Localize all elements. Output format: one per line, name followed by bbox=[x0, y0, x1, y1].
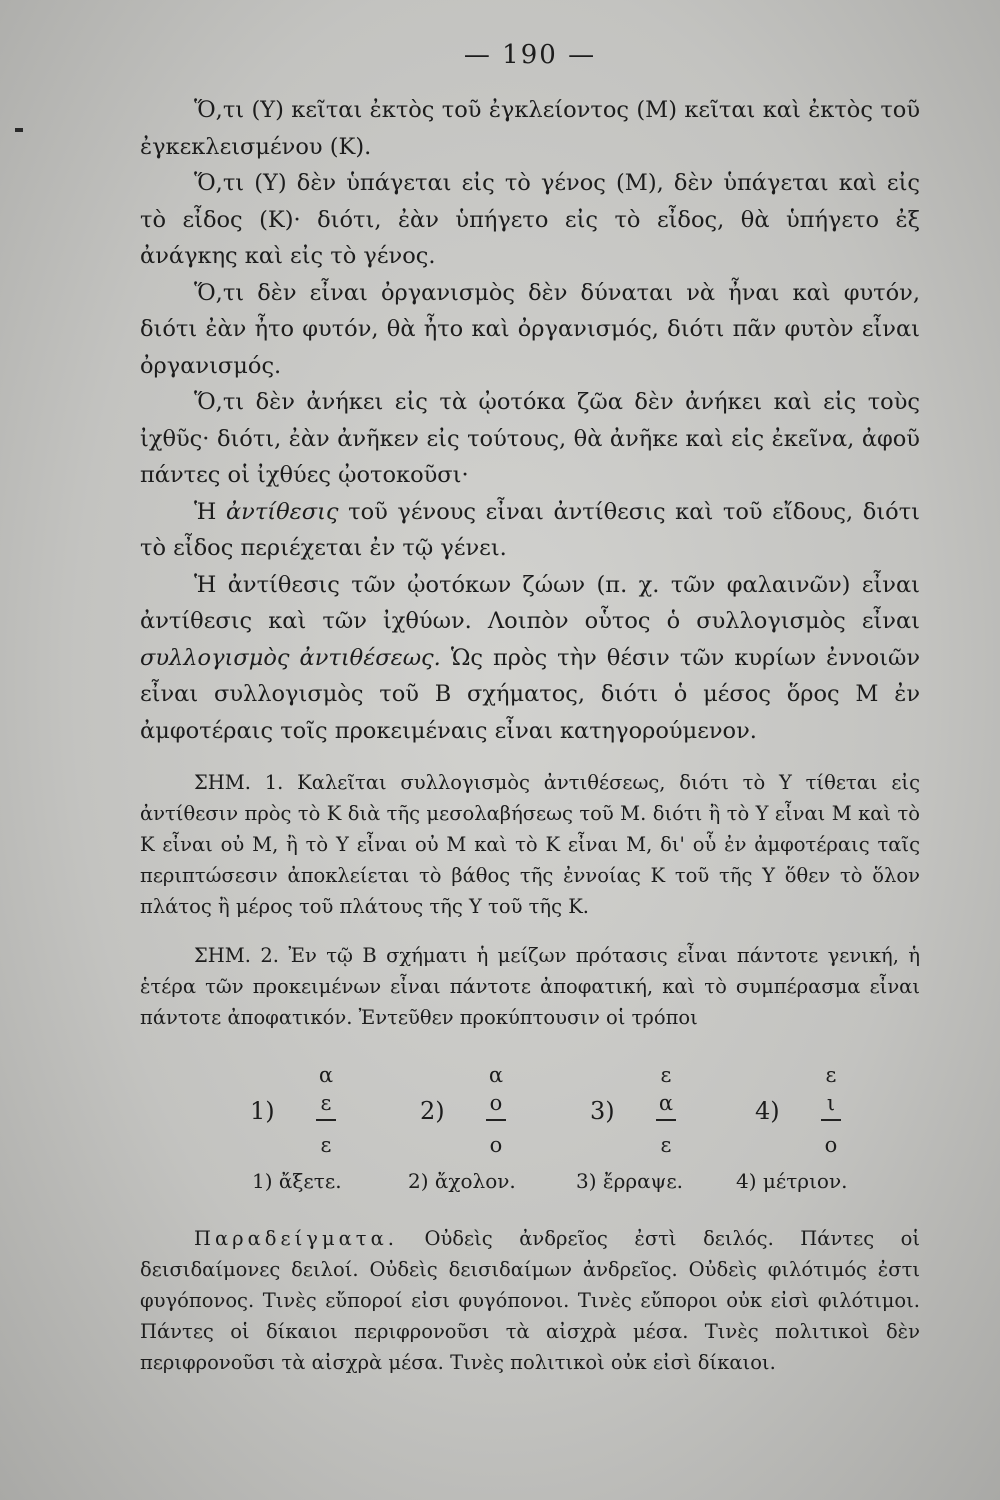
examples-text: Οὐδεὶς ἀνδρεῖος ἐστὶ δειλός. Πάντες οἱ δεισιδαίμονες δειλοί. Οὐδεὶς δεισιδαίμων ἀνδρεῖος. Οὐδεὶς φιλότιμός ἐστι φυγόπονος. Τινὲς εὔποροί εἰσι φυγόπονοι. Τινὲς εὔποροι οὐκ εἰσὶ φιλότιμοι. Πάντες οἱ δίκαιοι περιφρονοῦσι τὰ αἰσχρὰ μέσα. Τινὲς πολιτικοὶ δὲν περιφρονοῦσι τὰ αἰσχρὰ μέσα. Τινὲς πολιτικοὶ οὐκ εἰσὶ δίκαιοι. bbox=[140, 1227, 920, 1374]
mood-top: α bbox=[318, 1063, 334, 1087]
mood-top: ε bbox=[660, 1063, 672, 1087]
mood-top: α bbox=[488, 1063, 504, 1087]
mood-formula-4 bbox=[755, 1061, 905, 1169]
mood-word-4: 4) μέτριον. bbox=[736, 1169, 848, 1193]
syllogism-term: συλλογισμὸς ἀντιθέσεως. bbox=[140, 644, 441, 671]
antithesis-paragraph-1 bbox=[140, 494, 920, 567]
mood-bar bbox=[821, 1119, 841, 1121]
antithesis-rest: τοῦ γένους εἶναι ἀντίθεσις καὶ τοῦ εἴδους, διότι τὸ εἶδος περιέχεται ἐν τῷ γένει. bbox=[140, 498, 920, 561]
mood-formula-2 bbox=[420, 1061, 570, 1169]
mood-mid: ο bbox=[489, 1091, 503, 1115]
antithesis-p2-text: Ἡ ἀντίθεσις τῶν ᾠοτόκων ζώων (π. χ. τῶν φαλαινῶν) εἶναι ἀντίθεσις καὶ τῶν ἰχθύων. Λοιπὸν οὗτος ὁ συλλογισμὸς εἶναι bbox=[140, 571, 920, 634]
examples-paragraph bbox=[140, 1223, 920, 1378]
antithesis-p2-rest: Ὡς πρὸς τὴν θέσιν τῶν κυρίων ἐννοιῶν εἶναι συλλογισμὸς τοῦ Β σχήματος, διότι ὁ μέσος ὅρος Μ ἐν ἀμφοτέραις τοῖς προκειμέναις εἶναι κατηγορούμενον. bbox=[140, 644, 920, 744]
mood-top: ε bbox=[825, 1063, 837, 1087]
paragraph-3: Ὅ,τι δὲν εἶναι ὀργανισμὸς δὲν δύναται νὰ ἦναι καὶ φυτόν, διότι ἐὰν ἦτο φυτόν, θὰ ἦτο καὶ ὀργανισμός, διότι πᾶν φυτὸν εἶναι ὀργανισμός. bbox=[140, 279, 920, 379]
page-number: — 190 — bbox=[463, 40, 597, 70]
mood-bottom: ο bbox=[824, 1133, 838, 1157]
mood-bar bbox=[656, 1119, 676, 1121]
note-2: ΣΗΜ. 2. Ἐν τῷ Β σχήματι ἡ μείζων πρότασις εἶναι πάντοτε γενική, ἡ ἑτέρα τῶν προκειμένων εἶναι πάντοτε ἀποφατική, καὶ τὸ συμπέρασμα εἶναι πάντοτε ἀποφατικόν. Ἐντεῦθεν προκύπτουσιν οἱ τρόποι bbox=[140, 944, 920, 1029]
mood-bar bbox=[316, 1119, 336, 1121]
paragraph-1: Ὅ,τι (Υ) κεῖται ἐκτὸς τοῦ ἐγκλείοντος (Μ) κεῖται καὶ ἐκτὸς τοῦ ἐγκεκλεισμένου (Κ). bbox=[140, 97, 920, 160]
mood-number: 4) bbox=[755, 1097, 780, 1125]
mood-word-2: 2) ἄχολον. bbox=[408, 1169, 516, 1193]
examples-heading: Παραδείγματα. bbox=[194, 1227, 398, 1250]
mood-number: 3) bbox=[590, 1097, 615, 1125]
mood-word-3: 3) ἔρραψε. bbox=[576, 1169, 684, 1193]
mood-mid: α bbox=[658, 1091, 674, 1115]
moods-formulas bbox=[140, 1061, 920, 1169]
mood-word-1: 1) ἄξετε. bbox=[252, 1169, 342, 1193]
paragraph-2: Ὅ,τι (Υ) δὲν ὑπάγεται εἰς τὸ γένος (Μ), δὲν ὑπάγεται καὶ εἰς τὸ εἶδος (Κ)· διότι, ἐὰν ὑπήγετο εἰς τὸ εἶδος, θὰ ὑπήγετο ἐξ ἀνάγκης καὶ εἰς τὸ γένος. bbox=[140, 170, 920, 269]
antithesis-term: ἀντίθεσις bbox=[225, 498, 339, 525]
margin-mark bbox=[15, 128, 23, 132]
mood-bar bbox=[486, 1119, 506, 1121]
antithesis-lead: Ἡ bbox=[194, 498, 217, 525]
mood-number: 2) bbox=[420, 1097, 445, 1125]
note-1: ΣΗΜ. 1. Καλεῖται συλλογισμὸς ἀντιθέσεως, διότι τὸ Υ τίθεται εἰς ἀντίθεσιν πρὸς τὸ Κ διὰ τῆς μεσολαβήσεως τοῦ Μ. διότι ἢ τὸ Υ εἶναι Μ καὶ τὸ Κ εἶναι οὐ Μ, ἢ τὸ Υ εἶναι οὐ Μ καὶ τὸ Κ εἶναι Μ, δι' οὗ ἐν ἀμφοτέραις ταῖς περιπτώσεσιν ἀποκλείεται τὸ βάθος τῆς ἐννοίας Κ τοῦ τῆς Υ ὅθεν τὸ ὅλον πλάτος ἢ μέρος τοῦ πλάτους τῆς Υ τοῦ τῆς Κ. bbox=[140, 771, 920, 918]
mood-mid: ι bbox=[826, 1091, 836, 1115]
mood-bottom: ε bbox=[320, 1133, 332, 1157]
mood-formula-3 bbox=[590, 1061, 740, 1169]
mood-mid: ε bbox=[320, 1091, 332, 1115]
mood-formula-1 bbox=[250, 1061, 400, 1169]
paragraph-4: Ὅ,τι δὲν ἀνήκει εἰς τὰ ᾠοτόκα ζῶα δὲν ἀνήκει καὶ εἰς τοὺς ἰχθῦς· διότι, ἐὰν ἀνῆκεν εἰς τούτους, θὰ ἀνῆκε καὶ εἰς ἐκεῖνα, ἀφοῦ πάντες οἱ ἰχθύες ᾠοτοκοῦσι· bbox=[140, 389, 920, 488]
mood-bottom: ο bbox=[489, 1133, 503, 1157]
mood-number: 1) bbox=[250, 1097, 275, 1125]
mood-mnemonics bbox=[140, 1169, 920, 1205]
mood-bottom: ε bbox=[660, 1133, 672, 1157]
antithesis-paragraph-2 bbox=[140, 567, 920, 750]
